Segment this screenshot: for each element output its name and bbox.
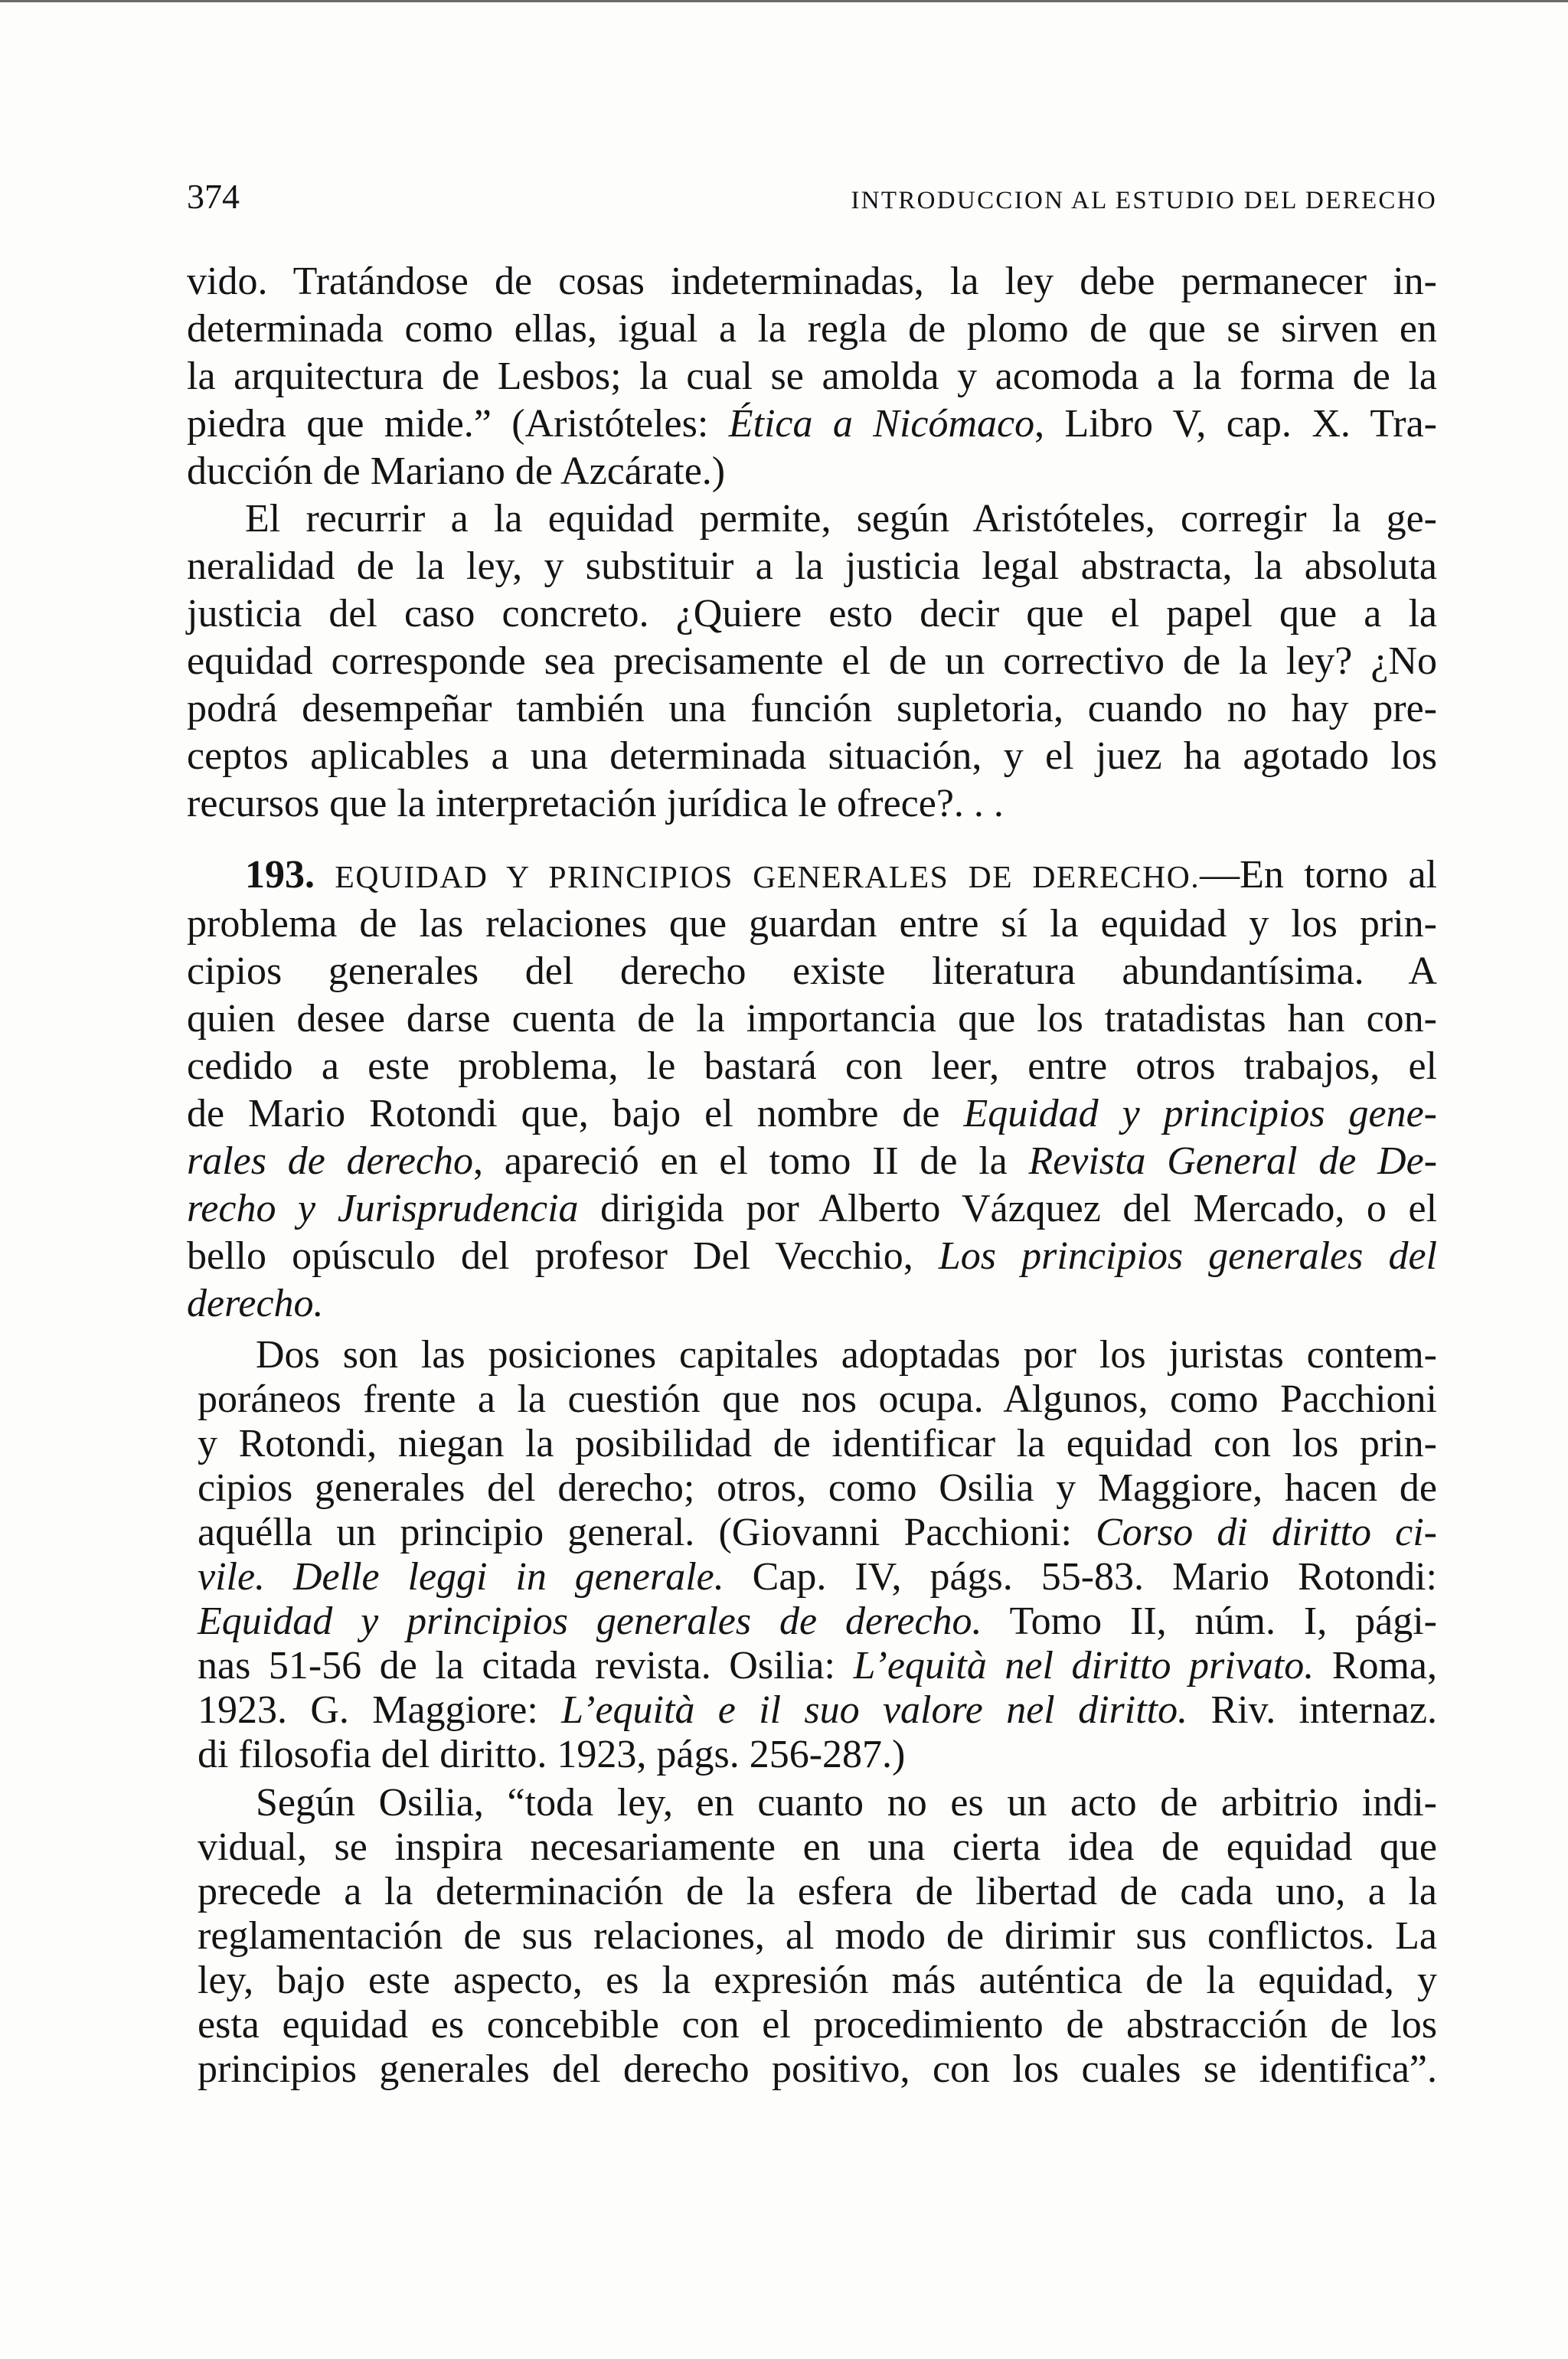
text-run: El recurrir a la equidad permite, según Aristóteles, corregir la ge- (245, 497, 1437, 541)
text-line (187, 1185, 1437, 1233)
text-run: esta equidad es concebible con el procedimiento de abstracción de los (198, 2003, 1437, 2047)
text-line (198, 1781, 1437, 1825)
text-line (187, 590, 1437, 638)
text-run: ducción de Mariano de Azcárate.) (187, 449, 726, 493)
text-run: la arquitectura de Lesbos; la cual se amolda y acomoda a la forma de la (187, 355, 1437, 398)
scan-top-edge (0, 0, 1568, 2)
paragraph-osilia-quote (198, 1781, 1437, 2092)
text-run: Riv. internaz. (1187, 1688, 1437, 1732)
text-line (198, 1599, 1437, 1644)
text-line (187, 1090, 1437, 1138)
text-line (187, 543, 1437, 590)
text-line (198, 1333, 1437, 1377)
paragraph-two-positions (198, 1333, 1437, 1777)
text-run: nas 51-56 de la citada revista. Osilia: (198, 1644, 854, 1688)
text-run: principios generales del derecho positivo, con los cuales se identifica”. (198, 2047, 1437, 2091)
text-line (187, 780, 1437, 828)
text-line (198, 1422, 1437, 1466)
text-run: vidual, se inspira necesariamente en una cierta idea de equidad que (198, 1825, 1437, 1869)
work-title: Revista General de De- (1028, 1139, 1438, 1183)
text-line (198, 1555, 1437, 1599)
text-run: dirigida por Alberto Vázquez del Mercado, o el (578, 1187, 1438, 1230)
text-run: piedra que mide.” (Aristóteles: (187, 402, 729, 446)
work-title: L’equità e il suo valore nel diritto. (561, 1688, 1188, 1732)
section-193 (187, 851, 1437, 1328)
text-run: precede a la determinación de la esfera de libertad de cada uno, a la (198, 1870, 1437, 1913)
text-run: poráneos frente a la cuestión que nos ocupa. Algunos, como Pacchioni (198, 1377, 1437, 1421)
text-run: cipios generales del derecho; otros, como Osilia y Maggiore, hacen de (198, 1466, 1437, 1510)
text-line (198, 1825, 1437, 1870)
text-run: reglamentación de sus relaciones, al modo de dirimir sus conflictos. La (198, 1914, 1437, 1958)
text-line (198, 1511, 1437, 1555)
page-body (187, 258, 1437, 2092)
work-title: rales de derecho (187, 1139, 474, 1183)
work-title: Ética a Nicómaco (728, 402, 1035, 446)
text-run: Tomo II, núm. I, pági- (982, 1599, 1437, 1643)
text-run: bello opúsculo del profesor Del Vecchio, (187, 1234, 939, 1278)
text-line (187, 305, 1437, 353)
text-run: Cap. IV, págs. 55-83. Mario Rotondi: (724, 1555, 1437, 1599)
text-line (198, 1644, 1437, 1688)
work-title: Equidad y principios generales de derecho. (198, 1599, 982, 1643)
text-line (198, 1733, 1437, 1777)
text-run: , Libro V, cap. X. Tra- (1034, 402, 1437, 446)
work-title: Los principios generales del (938, 1234, 1437, 1278)
text-line (198, 1466, 1437, 1511)
text-run: cedido a este problema, le bastará con leer, entre otros trabajos, el (187, 1044, 1437, 1088)
text-run: —En torno al (1200, 853, 1437, 897)
text-run: podrá desempeñar también una función supletoria, cuando no hay pre- (187, 687, 1437, 730)
text-line (198, 1377, 1437, 1422)
text-run: y Rotondi, niegan la posibilidad de identificar la equidad con los prin- (198, 1422, 1437, 1465)
work-title: vile. Delle leggi in generale. (198, 1555, 724, 1599)
text-line (187, 948, 1437, 995)
text-line (198, 2003, 1437, 2047)
text-line (187, 1280, 1437, 1328)
paragraph-continued (187, 258, 1437, 495)
text-line (187, 733, 1437, 780)
text-run: recursos que la interpretación jurídica le ofrece?. . . (187, 782, 1004, 825)
paragraph-equity-correction (187, 495, 1437, 828)
text-run: problema de las relaciones que guardan entre sí la equidad y los prin- (187, 902, 1437, 946)
text-line (187, 851, 1437, 900)
running-header (187, 176, 1437, 217)
text-run: vido. Tratándose de cosas indeterminadas, la ley debe permanecer in- (187, 260, 1437, 303)
running-title: INTRODUCCION AL ESTUDIO DEL DERECHO (851, 187, 1437, 214)
text-line (187, 1138, 1437, 1185)
text-run: justicia del caso concreto. ¿Quiere esto decir que el papel que a la (187, 592, 1437, 635)
text-run: , apareció en el tomo II de la (473, 1139, 1029, 1183)
work-title: derecho. (187, 1282, 324, 1325)
text-line (187, 900, 1437, 948)
page-number: 374 (187, 177, 240, 216)
text-run: di filosofia del diritto. 1923, págs. 256-287.) (198, 1733, 906, 1776)
text-line (187, 353, 1437, 400)
text-line (187, 258, 1437, 305)
text-run: ley, bajo este aspecto, es la expresión más auténtica de la equidad, y (198, 1959, 1437, 2002)
text-run: 1923. G. Maggiore: (198, 1688, 562, 1732)
text-run: aquélla un principio general. (Giovanni Pacchioni: (198, 1511, 1096, 1554)
text-run: ceptos aplicables a una determinada situación, y el juez ha agotado los (187, 734, 1437, 778)
text-run: cipios generales del derecho existe literatura abundantísima. A (187, 949, 1437, 993)
text-run: quien desee darse cuenta de la importancia que los tratadistas han con- (187, 997, 1437, 1041)
work-title: recho y Jurisprudencia (187, 1187, 579, 1230)
text-run: Dos son las posiciones capitales adoptadas por los juristas contem- (256, 1333, 1437, 1377)
text-line (187, 638, 1437, 685)
text-line (198, 2047, 1437, 2092)
text-line (198, 1959, 1437, 2003)
text-line (187, 495, 1437, 543)
text-run: determinada como ellas, igual a la regla de plomo de que se sirven en (187, 307, 1437, 351)
text-line (198, 1870, 1437, 1914)
text-run: Según Osilia, “toda ley, en cuanto no es un acto de arbitrio indi- (256, 1781, 1437, 1825)
text-run: de Mario Rotondi que, bajo el nombre de (187, 1092, 964, 1135)
text-line (187, 995, 1437, 1043)
work-title: Corso di diritto ci- (1096, 1511, 1437, 1554)
text-line (198, 1688, 1437, 1733)
work-title: L’equità nel diritto privato. (853, 1644, 1315, 1688)
text-line (187, 1043, 1437, 1090)
text-line (187, 685, 1437, 733)
text-run: Roma, (1314, 1644, 1438, 1688)
text-line (187, 400, 1437, 448)
section-heading: EQUIDAD Y PRINCIPIOS GENERALES DE DERECHO. (335, 859, 1200, 894)
text-line (187, 1233, 1437, 1280)
text-run: equidad corresponde sea precisamente el de un correctivo de la ley? ¿No (187, 639, 1437, 683)
text-line (198, 1914, 1437, 1959)
section-number: 193. (245, 853, 335, 897)
text-line (187, 448, 1437, 495)
work-title: Equidad y principios gene- (963, 1092, 1438, 1135)
text-run: neralidad de la ley, y substituir a la justicia legal abstracta, la absoluta (187, 544, 1437, 588)
